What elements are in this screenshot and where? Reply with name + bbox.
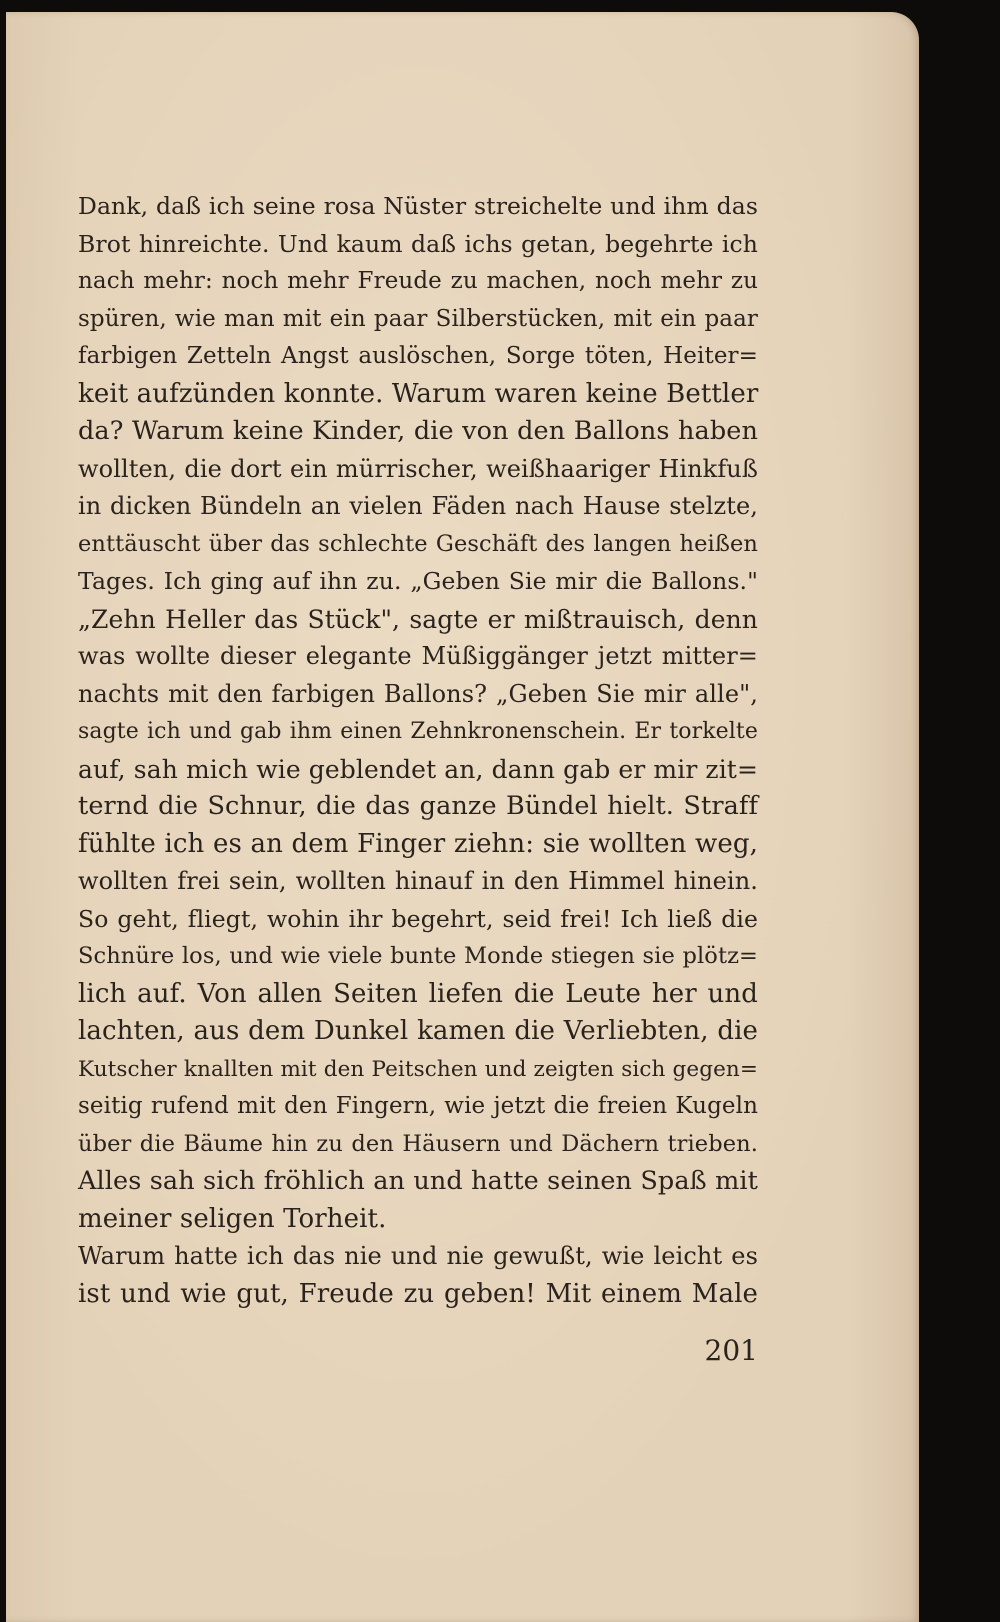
text-line: spüren, wie man mit ein paar Silberstücken, mit ein paar — [78, 305, 758, 332]
text-line: ist und wie gut, Freude zu geben! Mit einem Male — [78, 1278, 758, 1309]
text-line: enttäuscht über das schlechte Geschäft des langen heißen — [78, 530, 758, 557]
text-line: Kutscher knallten mit den Peitschen und zeigten sich gegen= — [78, 1056, 758, 1082]
text-line: sagte ich und gab ihm einen Zehnkronenschein. Er torkelte — [78, 719, 758, 744]
text-line: ternd die Schnur, die das ganze Bündel hielt. Straff — [78, 791, 758, 821]
text-line: wollten, die dort ein mürrischer, weißhaariger Hinkfuß — [78, 454, 758, 483]
text-line: auf, sah mich wie geblendet an, dann gab er mir zit= — [78, 754, 758, 784]
text-line: fühlte ich es an dem Finger ziehn: sie wollten weg, — [78, 828, 758, 859]
text-line: in dicken Bündeln an vielen Fäden nach Hause stelzte, — [78, 492, 758, 520]
page-number: 201 — [704, 1334, 758, 1367]
text-line: farbigen Zetteln Angst auslöschen, Sorge töten, Heiter= — [78, 343, 758, 369]
text-line: was wollte dieser elegante Müßiggänger jetzt mitter= — [78, 642, 758, 670]
text-line: keit aufzünden konnte. Warum waren keine Bettler — [78, 378, 759, 409]
text-line: über die Bäume hin zu den Häusern und Dächern trieben. — [78, 1130, 758, 1157]
text-line: nachts mit den farbigen Ballons? „Geben Sie mir alle", — [78, 679, 758, 708]
text-line: lich auf. Von allen Seiten liefen die Leute her und — [78, 978, 758, 1009]
text-line: wollten frei sein, wollten hinauf in den Himmel hinein. — [78, 867, 758, 895]
text-line: lachten, aus dem Dunkel kamen die Verliebten, die — [78, 1016, 758, 1046]
text-line: Alles sah sich fröhlich an und hatte seinen Spaß mit — [78, 1166, 758, 1196]
text-line: Brot hinreichte. Und kaum daß ichs getan, begehrte ich — [78, 229, 758, 258]
text-line: So geht, fliegt, wohin ihr begehrt, seid frei! Ich ließ die — [78, 904, 758, 933]
text-line: meiner seligen Torheit. — [78, 1203, 387, 1234]
body-text — [78, 188, 758, 1313]
text-line: Dank, daß ich seine rosa Nüster streichelte und ihm das — [78, 192, 758, 220]
text-line: seitig rufend mit den Fingern, wie jetzt die freien Kugeln — [78, 1093, 758, 1119]
text-line: nach mehr: noch mehr Freude zu machen, noch mehr zu — [78, 268, 758, 294]
text-line: Schnüre los, und wie viele bunte Monde stiegen sie plötz= — [78, 943, 758, 969]
text-line: da? Warum keine Kinder, die von den Ballons haben — [78, 416, 758, 446]
book-page — [6, 12, 919, 1622]
text-line: Warum hatte ich das nie und nie gewußt, wie leicht es — [78, 1242, 758, 1270]
text-line: „Zehn Heller das Stück", sagte er mißtrauisch, denn — [78, 604, 758, 634]
text-line: Tages. Ich ging auf ihn zu. „Geben Sie mir die Ballons." — [78, 567, 758, 595]
